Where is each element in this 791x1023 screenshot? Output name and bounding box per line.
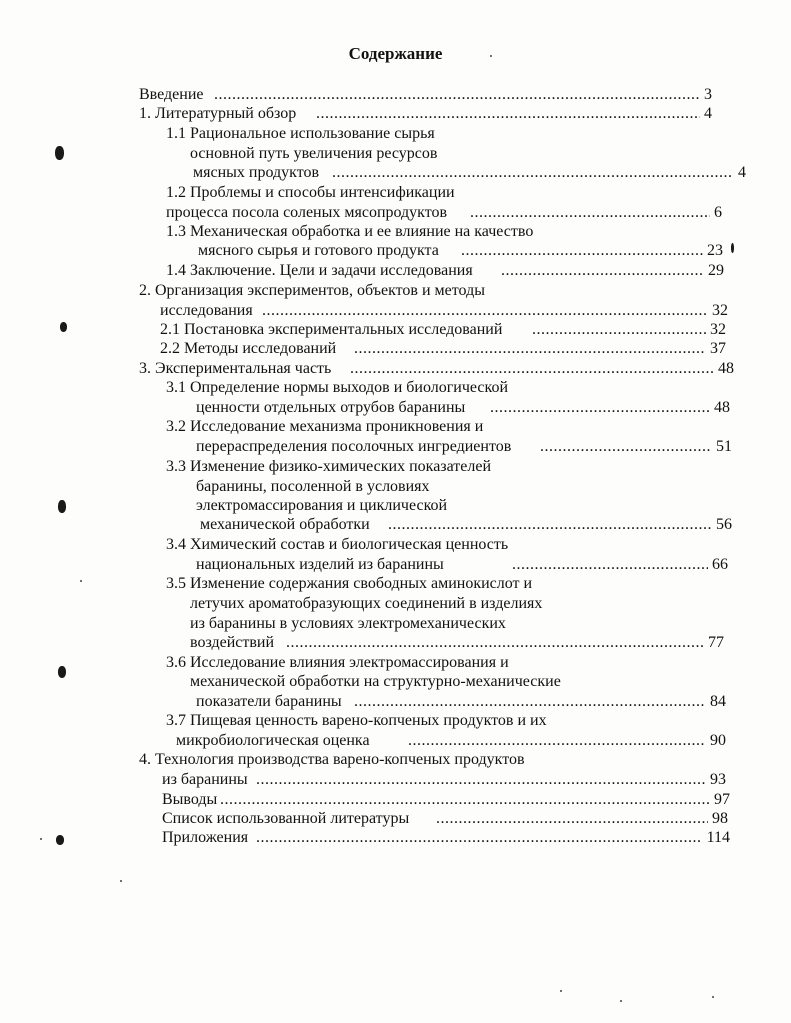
toc-entry-text: 2.1 Постановка экспериментальных исследований <box>160 321 503 338</box>
toc-entry-text: Список использованной литературы <box>162 810 410 827</box>
scan-artifact-mark <box>58 500 66 513</box>
toc-leader-dots <box>354 692 706 712</box>
toc-page-number: 23 <box>707 242 723 259</box>
toc-page-number: 97 <box>714 791 730 808</box>
toc-leader-dots <box>316 104 700 124</box>
scan-speck <box>80 580 82 582</box>
toc-entry-text: исследования <box>160 302 253 319</box>
scan-speck <box>560 990 562 992</box>
toc-entry-text: перераспределения посолочных ингредиентов <box>196 438 512 455</box>
toc-entry-text: национальных изделий из баранины <box>196 556 444 573</box>
scan-artifact-mark <box>55 146 64 160</box>
toc-leader-dots <box>501 261 704 281</box>
toc-entry-text: 3. Экспериментальная часть <box>139 360 332 377</box>
toc-leader-dots <box>461 241 703 261</box>
toc-entry-text: 3.2 Исследование механизма проникновения и <box>166 418 484 435</box>
toc-entry-text: 1.1 Рациональное использование сырья <box>166 125 435 142</box>
toc-leader-dots <box>532 320 706 340</box>
toc-leader-dots <box>256 770 706 790</box>
scan-artifact-mark <box>56 835 64 845</box>
toc-entry-text: ценности отдельных отрубов баранины <box>196 399 466 416</box>
toc-leader-dots <box>214 85 700 105</box>
toc-page-number: 114 <box>706 829 730 846</box>
toc-page-number: 84 <box>710 693 726 710</box>
toc-page-number: 66 <box>712 556 728 573</box>
toc-leader-dots <box>436 809 708 829</box>
toc-page-number: 90 <box>710 732 726 749</box>
toc-entry-text: 1.2 Проблемы и способы интенсификации <box>166 184 455 201</box>
toc-entry-text: электромассирования и циклической <box>196 497 448 514</box>
toc-leader-dots <box>388 515 712 535</box>
scan-speck <box>712 996 714 998</box>
toc-leader-dots <box>512 555 708 575</box>
toc-leader-dots <box>408 731 706 751</box>
toc-page-number: 48 <box>714 399 730 416</box>
toc-page-number: 32 <box>712 302 728 319</box>
toc-entry-text: механической обработки <box>200 516 370 533</box>
toc-entry-text: из баранины в условиях электромеханических <box>190 615 506 632</box>
toc-entry-text: 1.3 Механическая обработка и ее влияние на качество <box>166 223 534 240</box>
toc-entry-text: 4. Технология производства варено-копченых продуктов <box>139 751 525 768</box>
scan-artifact-mark <box>731 243 734 253</box>
toc-page-number: 32 <box>710 321 726 338</box>
toc-entry-text: баранины, посоленной в условиях <box>196 478 430 495</box>
toc-leader-dots <box>540 437 712 457</box>
scan-artifact-mark <box>60 322 67 332</box>
toc-entry-text: 2.2 Методы исследований <box>160 340 337 357</box>
toc-entry-text: воздействий <box>190 634 275 651</box>
toc-entry-text: мясных продуктов <box>193 164 320 181</box>
toc-entry-text: показатели баранины <box>196 693 342 710</box>
toc-leader-dots <box>220 790 710 810</box>
toc-page-number: 48 <box>718 360 734 377</box>
toc-leader-dots <box>262 301 708 321</box>
toc-entry-text: Выводы <box>162 791 218 808</box>
scan-speck <box>490 55 492 57</box>
toc-entry-text: 3.1 Определение нормы выходов и биологической <box>166 379 509 396</box>
toc-entry-text: Введение <box>139 86 204 103</box>
toc-page-number: 37 <box>710 340 726 357</box>
toc-page-number: 77 <box>708 634 724 651</box>
toc-entry-text: 2. Организация экспериментов, объектов и методы <box>139 282 485 299</box>
toc-leader-dots <box>470 203 710 223</box>
toc-entry-text: Приложения <box>162 829 249 846</box>
toc-entry-text: 3.4 Химический состав и биологическая ценность <box>166 536 509 553</box>
toc-entry-text: мясного сырья и готового продукта <box>198 242 439 259</box>
toc-entry-text: механической обработки на структурно-механические <box>190 673 561 690</box>
toc-entry-text: 1.4 Заключение. Цели и задачи исследования <box>166 262 473 279</box>
toc-page-number: 29 <box>708 262 724 279</box>
toc-page-number: 6 <box>714 204 722 221</box>
toc-leader-dots <box>354 339 706 359</box>
toc-entry-text: основной путь увеличения ресурсов <box>190 145 438 162</box>
toc-leader-dots <box>490 398 710 418</box>
toc-entry-text: 3.6 Исследование влияния электромассирования и <box>166 654 509 671</box>
toc-page-number: 4 <box>704 105 712 122</box>
scan-artifact-mark <box>58 666 66 678</box>
toc-page-number: 98 <box>712 810 728 827</box>
toc-page-number: 4 <box>738 164 746 181</box>
toc-page-number: 56 <box>716 516 732 533</box>
toc-entry-text: 3.7 Пищевая ценность варено-копченых продуктов и их <box>166 712 547 729</box>
toc-page-number: 93 <box>710 771 726 788</box>
toc-leader-dots <box>332 163 732 183</box>
toc-entry-text: 3.3 Изменение физико-химических показателей <box>166 458 492 475</box>
scan-speck <box>620 1000 622 1002</box>
toc-page-number: 51 <box>716 438 732 455</box>
toc-entry-text: летучих ароматобразующих соединений в изделиях <box>190 595 543 612</box>
page-title: Содержание <box>348 44 443 63</box>
scan-speck <box>120 880 122 882</box>
toc-entry-text: процесса посола соленых мясопродуктов <box>166 204 448 221</box>
toc-entry-text: микробиологическая оценка <box>176 732 370 749</box>
toc-entry-text: 3.5 Изменение содержания свободных аминокислот и <box>166 575 533 592</box>
scan-speck <box>40 838 42 840</box>
toc-page-number: 3 <box>704 86 712 103</box>
toc-leader-dots <box>256 828 702 848</box>
toc-entry-text: из баранины <box>162 771 248 788</box>
toc-leader-dots <box>350 359 714 379</box>
toc-entry-text: 1. Литературный обзор <box>139 105 297 122</box>
toc-leader-dots <box>286 633 704 653</box>
